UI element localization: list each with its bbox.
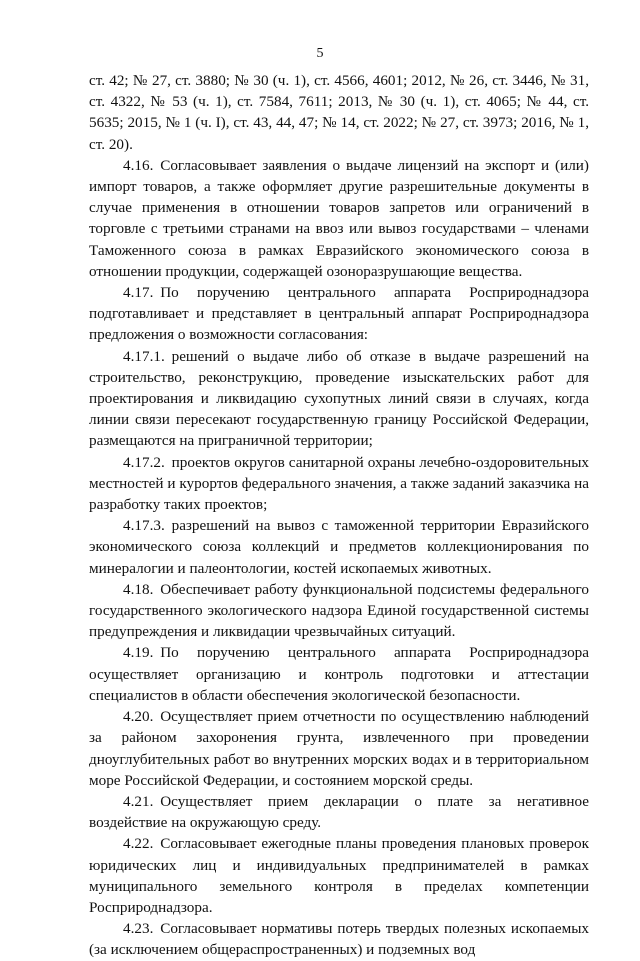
page-number: 5 bbox=[316, 46, 324, 61]
clause-text: разрешений на вывоз с таможенной территории Евразийского экономического союза коллекций и предметов коллекционирования по минералогии и палеонтологии, костей ископаемых животных. bbox=[89, 517, 589, 577]
clause-text: Согласовывает нормативы потерь твердых полезных ископаемых (за исключением общераспространенных) и подземных вод bbox=[89, 920, 589, 959]
clause-number: 4.23. bbox=[123, 920, 154, 938]
paragraph-continuation bbox=[89, 70, 589, 155]
clause-4-17 bbox=[89, 282, 589, 346]
clause-4-17-2 bbox=[89, 452, 589, 516]
clause-number: 4.17.2. bbox=[123, 453, 165, 471]
clause-text: Осуществляет прием декларации о плате за негативное воздействие на окружающую среду. bbox=[89, 792, 589, 832]
clause-4-19 bbox=[89, 642, 589, 706]
clause-text: Согласовывает ежегодные планы проведения плановых проверок юридических лиц и индивидуальных предпринимателей в рамках муниципального земельного контроля в пределах компетенции Росприроднадзора. bbox=[89, 835, 589, 916]
clause-text: Осуществляет прием отчетности по осуществлению наблюдений за районом захоронения грунта, извлеченного при проведении дноуглубительных работ во внутренних морских водах и в территориальном море Российской Федерации, и состоянием морской среды. bbox=[89, 708, 589, 789]
clause-number: 4.18. bbox=[123, 580, 154, 598]
clause-text: Согласовывает заявления о выдаче лицензий на экспорт и (или) импорт товаров, а также оформляет другие разрешительные документы в случае применения в отношении товаров запретов или ограничений в торговле с третьими странами на ввоз или вывоз государствами – членами Таможенного союза в рамках Евразийского экономического союза в отношении продукции, содержащей озоноразрушающие вещества. bbox=[89, 156, 589, 280]
clause-4-16 bbox=[89, 155, 589, 282]
clause-number: 4.20. bbox=[123, 708, 154, 726]
clause-text: По поручению центрального аппарата Росприроднадзора осуществляет организацию и контроль подготовки и аттестации специалистов в области обеспечения экологической безопасности. bbox=[89, 644, 589, 704]
clause-number: 4.17.1. bbox=[123, 347, 165, 365]
clause-4-21 bbox=[89, 791, 589, 833]
clause-text: Обеспечивает работу функциональной подсистемы федерального государственного экологического надзора Единой государственной системы предупреждения и ликвидации чрезвычайных ситуаций. bbox=[89, 580, 589, 641]
clause-text: проектов округов санитарной охраны лечебно-оздоровительных местностей и курортов федерального значения, а также заданий заказчика на разработку таких проектов; bbox=[89, 453, 589, 514]
clause-number: 4.22. bbox=[123, 835, 154, 853]
clause-number: 4.17. bbox=[123, 284, 154, 302]
clause-4-23 bbox=[89, 918, 589, 960]
clause-number: 4.19. bbox=[123, 644, 154, 662]
clause-number: 4.16. bbox=[123, 156, 154, 174]
clause-number: 4.17.3. bbox=[123, 517, 165, 535]
document-body bbox=[89, 70, 589, 961]
clause-text: По поручению центрального аппарата Росприроднадзора подготавливает и представляет в центральный аппарат Росприроднадзора предложения о возможности согласования: bbox=[89, 284, 589, 344]
clause-4-18 bbox=[89, 579, 589, 643]
clause-4-17-3 bbox=[89, 515, 589, 579]
clause-text: решений о выдаче либо об отказе в выдаче разрешений на строительство, реконструкцию, проведение изыскательских работ для проектирования и ликвидацию сухопутных линий связи в случаях, когда линии связи пересекают государственную границу Российской Федерации, размещаются на приграничной территории; bbox=[89, 347, 589, 450]
clause-number: 4.21. bbox=[123, 792, 154, 810]
clause-4-17-1 bbox=[89, 346, 589, 452]
clause-4-20 bbox=[89, 706, 589, 791]
paragraph-text: ст. 42; № 27, ст. 3880; № 30 (ч. 1), ст. 4566, 4601; 2012, № 26, ст. 3446, № 31, ст. 4322, № 53 (ч. 1), ст. 7584, 7611; 2013, № 30 (ч. 1), ст. 4065; № 44, ст. 5635; 2015, № 1 (ч. I), ст. 43, 44, 47; № 14, ст. 2022; № 27, ст. 3973; 2016, № 1, ст. 20). bbox=[89, 72, 589, 153]
clause-4-22 bbox=[89, 833, 589, 918]
